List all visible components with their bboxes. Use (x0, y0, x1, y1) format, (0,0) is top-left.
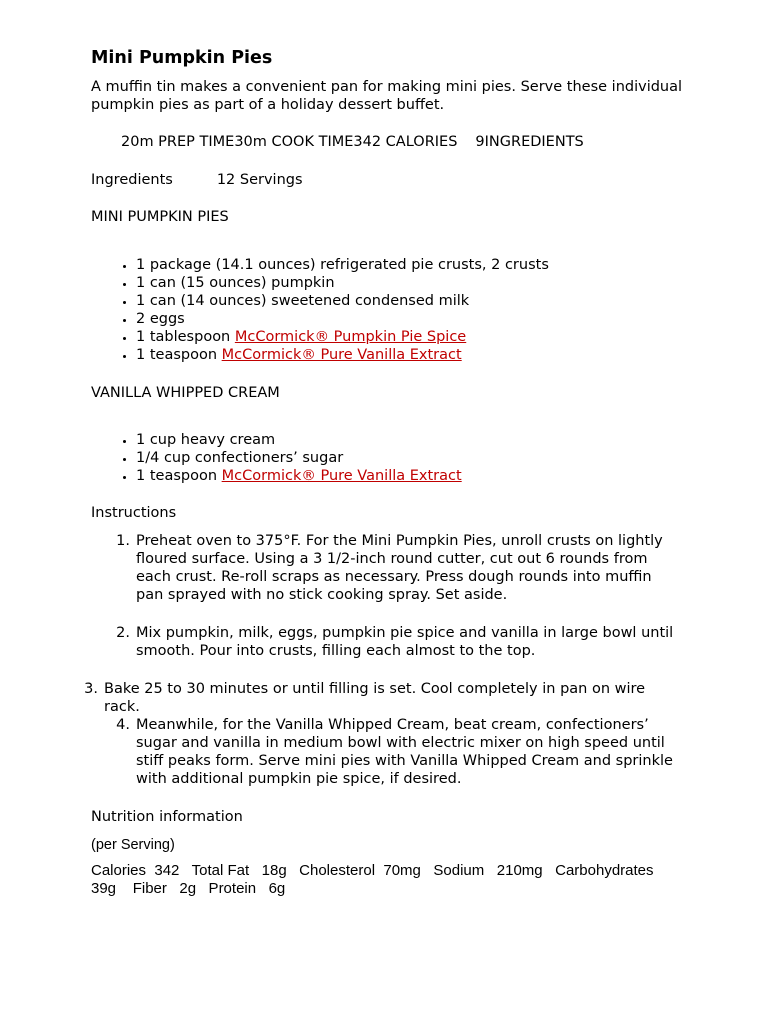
instruction-step: 2. Mix pumpkin, milk, eggs, pumpkin pie spice and vanilla in large bowl until smooth. Pour into crusts, filling each almost to the top. (116, 625, 674, 659)
servings-label: 12 Servings (216, 172, 303, 188)
instructions-heading: Instructions (91, 505, 177, 521)
section-heading-mini-pumpkin-pies: MINI PUMPKIN PIES (91, 209, 229, 225)
instruction-step: 3. Bake 25 to 30 minutes or until filling is set. Cool completely in pan on wire rack. (84, 681, 646, 715)
nutrition-line: 39g Fiber 2g Protein 6g (91, 880, 286, 897)
recipe-stats (121, 133, 584, 151)
vanilla-extract-link[interactable]: McCormick® Pure Vanilla Extract (221, 347, 462, 363)
calories-stat: 342 CALORIES (353, 134, 458, 150)
list-item: • 1 package (14.1 ounces) refrigerated pie crusts, 2 crusts (136, 256, 549, 274)
ingredients-label: Ingredients (91, 172, 173, 188)
section-heading-vanilla-whipped-cream: VANILLA WHIPPED CREAM (91, 385, 280, 401)
ingredient-list-cream (91, 431, 462, 485)
nutrition-facts (91, 862, 681, 898)
per-serving-note: (per Serving) (91, 837, 175, 853)
list-item: • 1 can (14 ounces) sweetened condensed milk (136, 292, 549, 310)
list-item: • 1 tablespoon McCormick® Pumpkin Pie Spice (136, 328, 549, 346)
ingredient-list-pies (91, 256, 549, 364)
list-item: • 1 teaspoon McCormick® Pure Vanilla Extract (136, 467, 462, 485)
vanilla-extract-link[interactable]: McCormick® Pure Vanilla Extract (221, 468, 462, 484)
nutrition-line: Calories 342 Total Fat 18g Cholesterol 70mg Sodium 210mg Carbohydrates (91, 862, 654, 879)
instruction-step: 4. Meanwhile, for the Vanilla Whipped Cream, beat cream, confectioners’ sugar and vanilla in medium bowl with electric mixer on high speed until stiff peaks form. Serve mini pies with Vanilla Whipped Cream and sprinkle with additional pumpkin pie spice, if desired. (116, 717, 673, 787)
instruction-step: 1. Preheat oven to 375°F. For the Mini Pumpkin Pies, unroll crusts on lightly floured surface. Using a 3 1/2-inch round cutter, cut out 6 rounds from each crust. Re-roll scraps as necessary. Press dough rounds into muffin pan sprayed with no stick cooking spray. Set aside. (116, 533, 663, 603)
list-item: • 1 cup heavy cream (136, 431, 462, 449)
list-item: • 1 teaspoon McCormick® Pure Vanilla Extract (136, 346, 549, 364)
list-item: • 2 eggs (136, 310, 549, 328)
list-item: • 1 can (15 ounces) pumpkin (136, 274, 549, 292)
list-item: • 1/4 cup confectioners’ sugar (136, 449, 462, 467)
ingredients-header (91, 171, 303, 189)
ingredients-count: 9INGREDIENTS (475, 134, 584, 150)
cook-time: 30m COOK TIME (234, 134, 354, 150)
recipe-intro: A muffin tin makes a convenient pan for making mini pies. Serve these individual pumpkin pies as part of a holiday dessert buffet. (91, 79, 683, 113)
prep-time: 20m PREP TIME (121, 134, 235, 150)
recipe-title: Mini Pumpkin Pies (91, 48, 273, 68)
nutrition-heading: Nutrition information (91, 809, 243, 825)
pumpkin-pie-spice-link[interactable]: McCormick® Pumpkin Pie Spice (234, 329, 467, 345)
